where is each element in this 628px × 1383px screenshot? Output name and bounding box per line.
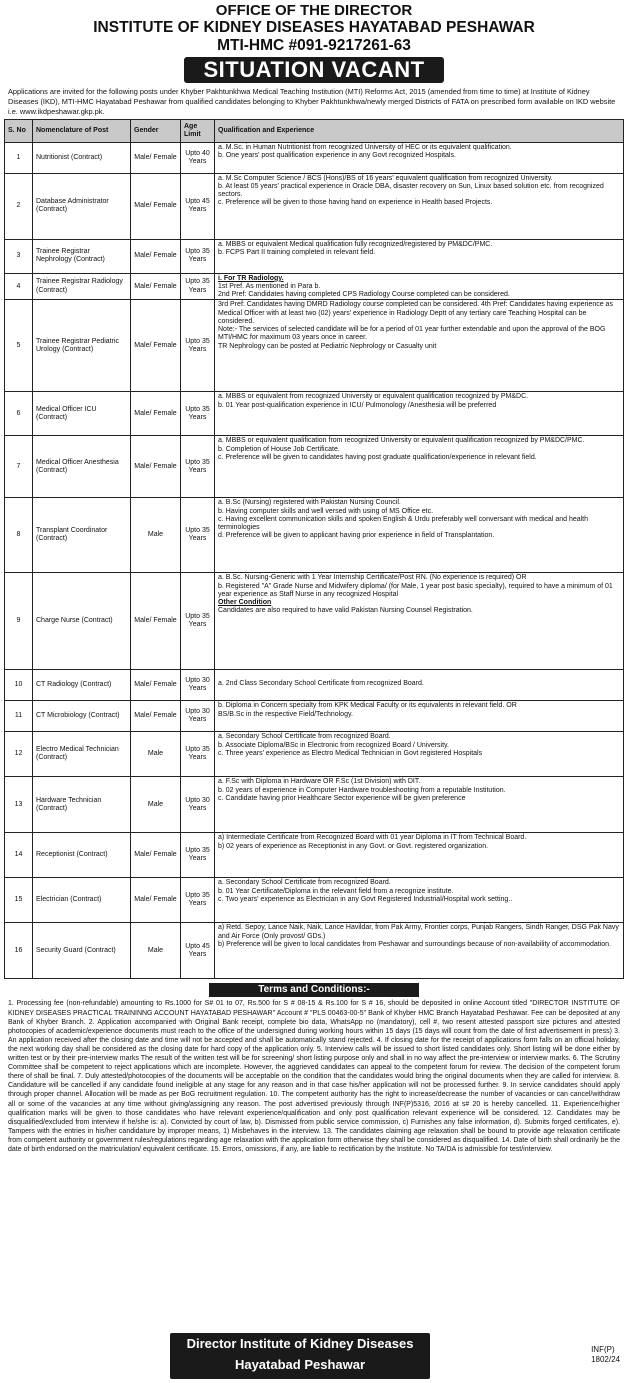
qualification-line: 2nd Pref: Candidates having completed CPS Radiology Course completed can be considered. <box>218 291 510 299</box>
age-cell: Upto 30 Years <box>181 701 215 732</box>
gender-cell: Male/ Female <box>131 300 181 392</box>
sno-cell: 3 <box>5 239 33 273</box>
qualification-line: Note:- The services of selected candidate will be for a period of 01 year further extendable and upon the approval of the BOG MTI/HMC for maximum 03 years once in career. <box>218 326 606 342</box>
age-cell: Upto 45 Years <box>181 923 215 979</box>
table-row <box>5 701 624 732</box>
qualification-line: 3rd Pref: Candidates having DMRD Radiology course completed can be considered. 4th Pref: Candidates having experience as Medical Officer with at least two (02) years' experience in Radiology Deptt of any tertiary care Teaching Hospital can be considered. <box>218 301 613 325</box>
qualification-cell <box>215 777 624 833</box>
age-cell: Upto 45 Years <box>181 173 215 239</box>
situation-vacant-banner: SITUATION VACANT <box>184 57 444 83</box>
qualification-line: Candidates are also required to have valid Pakistan Nursing Counsel Registration. <box>218 607 473 615</box>
table-row <box>5 239 624 273</box>
qualification-line: b. Registered "A" Grade Nurse and Midwifery diploma/ (for Male, 1 year post basic specialty), required to have a minimum of 01 year experience as Staff Nurse in any recognized Hospital <box>218 582 613 598</box>
qualification-line: c. Preference will be given to candidates having post graduate qualification/experience in relevant field. <box>218 453 537 461</box>
gender-cell: Male/ Female <box>131 670 181 701</box>
age-cell: Upto 35 Years <box>181 573 215 670</box>
qualification-line: a. B.Sc (Nursing) registered with Pakistan Nursing Council. <box>218 499 401 507</box>
gender-cell: Male/ Female <box>131 878 181 923</box>
qualification-cell <box>215 878 624 923</box>
age-cell: Upto 35 Years <box>181 878 215 923</box>
qualification-line <box>218 671 620 679</box>
table-row <box>5 878 624 923</box>
reference-number <box>591 1345 620 1365</box>
qualification-cell <box>215 923 624 979</box>
sno-cell: 2 <box>5 173 33 239</box>
qualification-line: a. Secondary School Certificate from recognized Board. <box>218 733 391 741</box>
post-cell: Medical Officer ICU (Contract) <box>33 392 131 436</box>
qualification-line: i. For TR Radiology. <box>218 274 284 282</box>
footer-line2: Hayatabad Peshawar <box>234 1357 366 1372</box>
qualification-line: a. Secondary School Certificate from recognized Board. <box>218 879 391 887</box>
qualification-line: b) Preference will be given to local candidates from Peshawar and surroundings because of non-availability of accommodation. <box>218 940 611 948</box>
post-cell: Trainee Registrar Radiology (Contract) <box>33 273 131 300</box>
qualification-line: a. MBBS or equivalent qualification from recognized University or equivalent qualification recognized by PM&DC/PMC. <box>218 437 585 445</box>
qualification-cell <box>215 573 624 670</box>
qualification-line: BS/B.Sc in the respective Field/Technology. <box>218 710 353 718</box>
qualification-cell <box>215 392 624 436</box>
qualification-cell <box>215 701 624 732</box>
table-row <box>5 498 624 573</box>
qualification-line: 1st Pref. As mentioned in Para b. <box>218 283 321 291</box>
qualification-line: b. At least 05 years' practical experience in Oracle DBA, disaster recovery on Sun, Linux based solution etc. from recognized sectors. <box>218 183 604 199</box>
post-cell: Charge Nurse (Contract) <box>33 573 131 670</box>
post-cell: CT Radiology (Contract) <box>33 670 131 701</box>
posts-table <box>4 119 624 980</box>
header <box>4 2 624 55</box>
post-cell: Trainee Registrar Nephrology (Contract) <box>33 239 131 273</box>
header-post: Nomenclature of Post <box>33 119 131 142</box>
terms-paragraph: 1. Processing fee (non-refundable) amounting to Rs.1000 for S# 01 to 07, Rs.500 for S # 08-15 & Rs.100 for S # 16, should be deposited in online Account titled "DIRECTOR INSTITUTE OF KIDNEY DISEASES PRACTICAL TRAININNG ACCOUNT HAYATABAD PESHAWAR" Account # "PLS 00463-00-5" Bank of Khyber HMC Branch Hayatabad Peshawar. Fee can be deposited at any Bank of Khyber Branch. 2. Application accompanied with Original Bank receipt, complete bio data, WhatsApp no (mandatory), cell #, two resent attested passport size pictures and attested photocopies of academic/experience documents must reach to the office of the undersigned during working hours within 15 days (15 days will count from the date of first advertisement in press) 3. An application received after the closing date and time will not be accepted and shall be automatically stand rejected. 4. If closing date for the receipt of applications form falls on an official holiday, the next working day shall be considered as the closing date for hard copy of the application only. 5. Interview calls will be issued to short listed candidates only. Short listing will be done either by written test or by their pre-interview marks The result of the written test will be for screening/ short listing purpose only and shall in no way affect the pre-interview or interview marks. 6. The Scrutiny Committee shall be competent to reject applications which are incomplete. However, the aggrieved candidates can appeal to the competent forum for review. The decision of the competent forum there of shall be final. 7. Duly attested/photocopies of the documents will be acceptable on the condition that the candidates would bring the original documents when they are called for interview. 8. Candidature will be cancelled if any candidate found ineligible at any stage for any reason and in that case his/her application will not be processed further. 9. In service candidates should apply through proper channel. Allocation will be made as per BoG recruitment regulation. 10. The competent authority has the right to increase/decrease the number of vacancies or can cancel/withdraw all or some of the vacancies at any time without giving/assigning any reason. The post advertised previously through INF(P)5316, 2016 at s# 20 is hereby cancelled. 11. Experience/higher qualification marks will be given to those candidates who have relevant experience/qualification and only post qualification relevant experience will be considered. 12. Candidates may be disqualified/excluded from interview if he/she is: a). Convicted by court of law, b). Dismissed from public service commission, c) Furnishes any false information, d). Submits forged certificates, e). Tampers with the entries in his/her candidature by improper means, 1) Misbehaves in the interview. 13. The candidates claiming age relaxation shall be bound to provide age relaxation certificate from competent authority or government rules/regulations regarding age relaxation with the application form otherwise they shall be considered as disqualified. 14. Date of birth shall ordinarily be the date of birth endorsed on the matriculation/ equivalent certificate. 15. Errors, omissions, if any, are liable to rectification by the Institute. No TA/DA is admissible for test/interview. <box>8 1000 620 1153</box>
gender-cell: Male/ Female <box>131 436 181 498</box>
qualification-line: Other Condition <box>218 599 272 607</box>
table-row <box>5 392 624 436</box>
qualification-line: a. 2nd Class Secondary School Certificate from recognized Board. <box>218 679 424 687</box>
qualification-cell <box>215 436 624 498</box>
age-cell: Upto 30 Years <box>181 777 215 833</box>
sno-cell: 11 <box>5 701 33 732</box>
reference-line1: INF(P) <box>591 1345 615 1354</box>
table-row <box>5 300 624 392</box>
post-cell: Electro Medical Technician (Contract) <box>33 732 131 777</box>
table-row <box>5 777 624 833</box>
sno-cell: 5 <box>5 300 33 392</box>
qualification-cell <box>215 239 624 273</box>
post-cell: Transplant Coordinator (Contract) <box>33 498 131 573</box>
qualification-line: a. MBBS or equivalent from recognized University or equivalent qualification recognized by PM&DC. <box>218 393 529 401</box>
gender-cell: Male <box>131 732 181 777</box>
sno-cell: 13 <box>5 777 33 833</box>
qualification-line: d. Preference will be given to applicant having prior experience in field of Transplantation. <box>218 532 495 540</box>
sno-cell: 8 <box>5 498 33 573</box>
header-age: Age Limit <box>181 119 215 142</box>
table-row <box>5 670 624 701</box>
qualification-line: a. F.Sc with Diploma in Hardware OR F.Sc (1st Division) with DIT. <box>218 778 421 786</box>
footer-signature-box <box>170 1333 430 1379</box>
sno-cell: 1 <box>5 142 33 173</box>
qualification-line: b. 02 years of experience in Computer Hardware troubleshooting from a reputable Institution. <box>218 786 506 794</box>
institute-title: INSTITUTE OF KIDNEY DISEASES HAYATABAD PESHAWAR <box>93 19 535 37</box>
qualification-cell <box>215 142 624 173</box>
qualification-line: a. MBBS or equivalent Medical qualification fully recognized/registered by PM&DC/PMC. <box>218 240 493 248</box>
qualification-line: c. Preference will be given to those having hand on experience in Health based Projects. <box>218 199 493 207</box>
qualification-line: b. One years' post qualification experience in any Govt recognized Hospitals. <box>218 152 456 160</box>
age-cell: Upto 35 Years <box>181 392 215 436</box>
age-cell: Upto 35 Years <box>181 436 215 498</box>
age-cell: Upto 30 Years <box>181 670 215 701</box>
sno-cell: 9 <box>5 573 33 670</box>
sno-cell: 6 <box>5 392 33 436</box>
sno-cell: 10 <box>5 670 33 701</box>
qualification-line: b. Having computer skills and well versed with using of MS Office etc. <box>218 507 434 515</box>
header-gender: Gender <box>131 119 181 142</box>
posts-table-body <box>5 142 624 979</box>
qualification-cell <box>215 273 624 300</box>
qualification-line: TR Nephrology can be posted at Pediatric Nephrology or Casualty unit <box>218 342 437 350</box>
age-cell: Upto 35 Years <box>181 239 215 273</box>
age-cell: Upto 35 Years <box>181 833 215 878</box>
qualification-line: a. M.Sc. in Human Nutritionist from recognized University of HEC or its equivalent qualification. <box>218 143 512 151</box>
qualification-cell <box>215 732 624 777</box>
gender-cell: Male/ Female <box>131 573 181 670</box>
sno-cell: 12 <box>5 732 33 777</box>
sno-cell: 7 <box>5 436 33 498</box>
post-cell: Security Guard (Contract) <box>33 923 131 979</box>
post-cell: Receptionist (Contract) <box>33 833 131 878</box>
qualification-line: b) 02 years of experience as Receptionist in any Govt. or Govt. registered organization. <box>218 842 489 850</box>
age-cell: Upto 40 Years <box>181 142 215 173</box>
sno-cell: 14 <box>5 833 33 878</box>
gender-cell: Male <box>131 923 181 979</box>
qualification-cell <box>215 300 624 392</box>
qualification-line: b. FCPS Part II training completed in relevant field. <box>218 249 376 257</box>
qualification-line: b. Completion of House Job Certificate. <box>218 445 340 453</box>
table-row <box>5 923 624 979</box>
table-row <box>5 573 624 670</box>
post-cell: Trainee Registrar Pediatric Urology (Contract) <box>33 300 131 392</box>
post-cell: Hardware Technician (Contract) <box>33 777 131 833</box>
qualification-line: a. M.Sc Computer Science / BCS (Hons)/BS of 16 years' equivalent qualification from recognized University. <box>218 174 553 182</box>
qualification-line: b. Associate Diploma/BSc in Electronic from recognized Board / University. <box>218 741 449 749</box>
header-sno: S. No <box>5 119 33 142</box>
post-cell: Medical Officer Anesthesia (Contract) <box>33 436 131 498</box>
qualification-line: a. B.Sc. Nursing-Generic with 1 Year Internship Certificate/Post RN. (No experience is required) OR <box>218 574 527 582</box>
gender-cell: Male/ Female <box>131 833 181 878</box>
gender-cell: Male/ Female <box>131 239 181 273</box>
gender-cell: Male/ Female <box>131 142 181 173</box>
age-cell: Upto 35 Years <box>181 498 215 573</box>
age-cell: Upto 35 Years <box>181 273 215 300</box>
terms-title: Terms and Conditions:- <box>209 983 419 997</box>
qualification-cell <box>215 173 624 239</box>
phone-number: MTI-HMC #091-9217261-63 <box>217 37 411 55</box>
table-row <box>5 436 624 498</box>
footer-line1: Director Institute of Kidney Diseases <box>186 1336 414 1351</box>
office-title: OFFICE OF THE DIRECTOR <box>215 2 413 19</box>
post-cell: Database Administrator (Contract) <box>33 173 131 239</box>
gender-cell: Male/ Female <box>131 273 181 300</box>
gender-cell: Male <box>131 498 181 573</box>
qualification-line: c. Candidate having prior Healthcare Sector experience will be given preference <box>218 794 466 802</box>
qualification-line: a) Intermediate Certificate from Recognized Board with 01 year Diploma in IT from Technical Board. <box>218 834 527 842</box>
header-qualification: Qualification and Experience <box>215 119 624 142</box>
gender-cell: Male/ Female <box>131 173 181 239</box>
gender-cell: Male/ Female <box>131 392 181 436</box>
qualification-line: b. 01 Year post-qualification experience in ICU/ Pulmonology /Anesthesia will be preferred <box>218 401 497 409</box>
table-row <box>5 273 624 300</box>
post-cell: Electrician (Contract) <box>33 878 131 923</box>
qualification-line: c. Two years' experience as Electrician in any Govt Registered Industrial/Hospital work setting.. <box>218 895 513 903</box>
table-row <box>5 732 624 777</box>
age-cell: Upto 35 Years <box>181 300 215 392</box>
gender-cell: Male <box>131 777 181 833</box>
qualification-cell <box>215 670 624 701</box>
qualification-line: c. Having excellent communication skills and spoken English & Urdu preferably well conversant with medical and health terminologies <box>218 515 589 532</box>
gender-cell: Male/ Female <box>131 701 181 732</box>
post-cell: Nutritionist (Contract) <box>33 142 131 173</box>
qualification-cell <box>215 833 624 878</box>
age-cell: Upto 35 Years <box>181 732 215 777</box>
table-header-row <box>5 119 624 142</box>
qualification-line: b. Diploma in Concern specialty from KPK Medical Faculty or its equivalents in relevant field. OR <box>218 702 517 710</box>
table-row <box>5 833 624 878</box>
qualification-line: c. Three years' experience as Electro Medical Technician in Govt registered Hospitals <box>218 749 483 757</box>
post-cell: CT Microbiology (Contract) <box>33 701 131 732</box>
qualification-line: a) Retd. Sepoy, Lance Naik, Naik, Lance Havildar, from Pak Army, Frontier corps, Punjab Rangers, Sindh Ranger, DSG Pak Navy and Air Force (Only provost/ GDs.) <box>218 924 619 940</box>
qualification-cell <box>215 498 624 573</box>
reference-line2: 1802/24 <box>591 1355 620 1364</box>
qualification-line: b. 01 Year Certificate/Diploma in the relevant field from a recognize institute. <box>218 887 454 895</box>
table-row <box>5 142 624 173</box>
table-row <box>5 173 624 239</box>
sno-cell: 15 <box>5 878 33 923</box>
intro-paragraph: Applications are invited for the following posts under Khyber Pakhtunkhwa Medical Teaching Institution (MTI) Reforms Act, 2015 (amended from time to time) at Institute of Kidney Diseases (IKD), MTI-HMC Hayatabad Peshawar from qualified candidates belonging to Khyber Pakhtunkhwa/newly merged Districts of FATA on prescribed form available on IKD website i.e. www.ikdpeshawar.gkp.pk. <box>8 86 616 116</box>
sno-cell: 4 <box>5 273 33 300</box>
sno-cell: 16 <box>5 923 33 979</box>
